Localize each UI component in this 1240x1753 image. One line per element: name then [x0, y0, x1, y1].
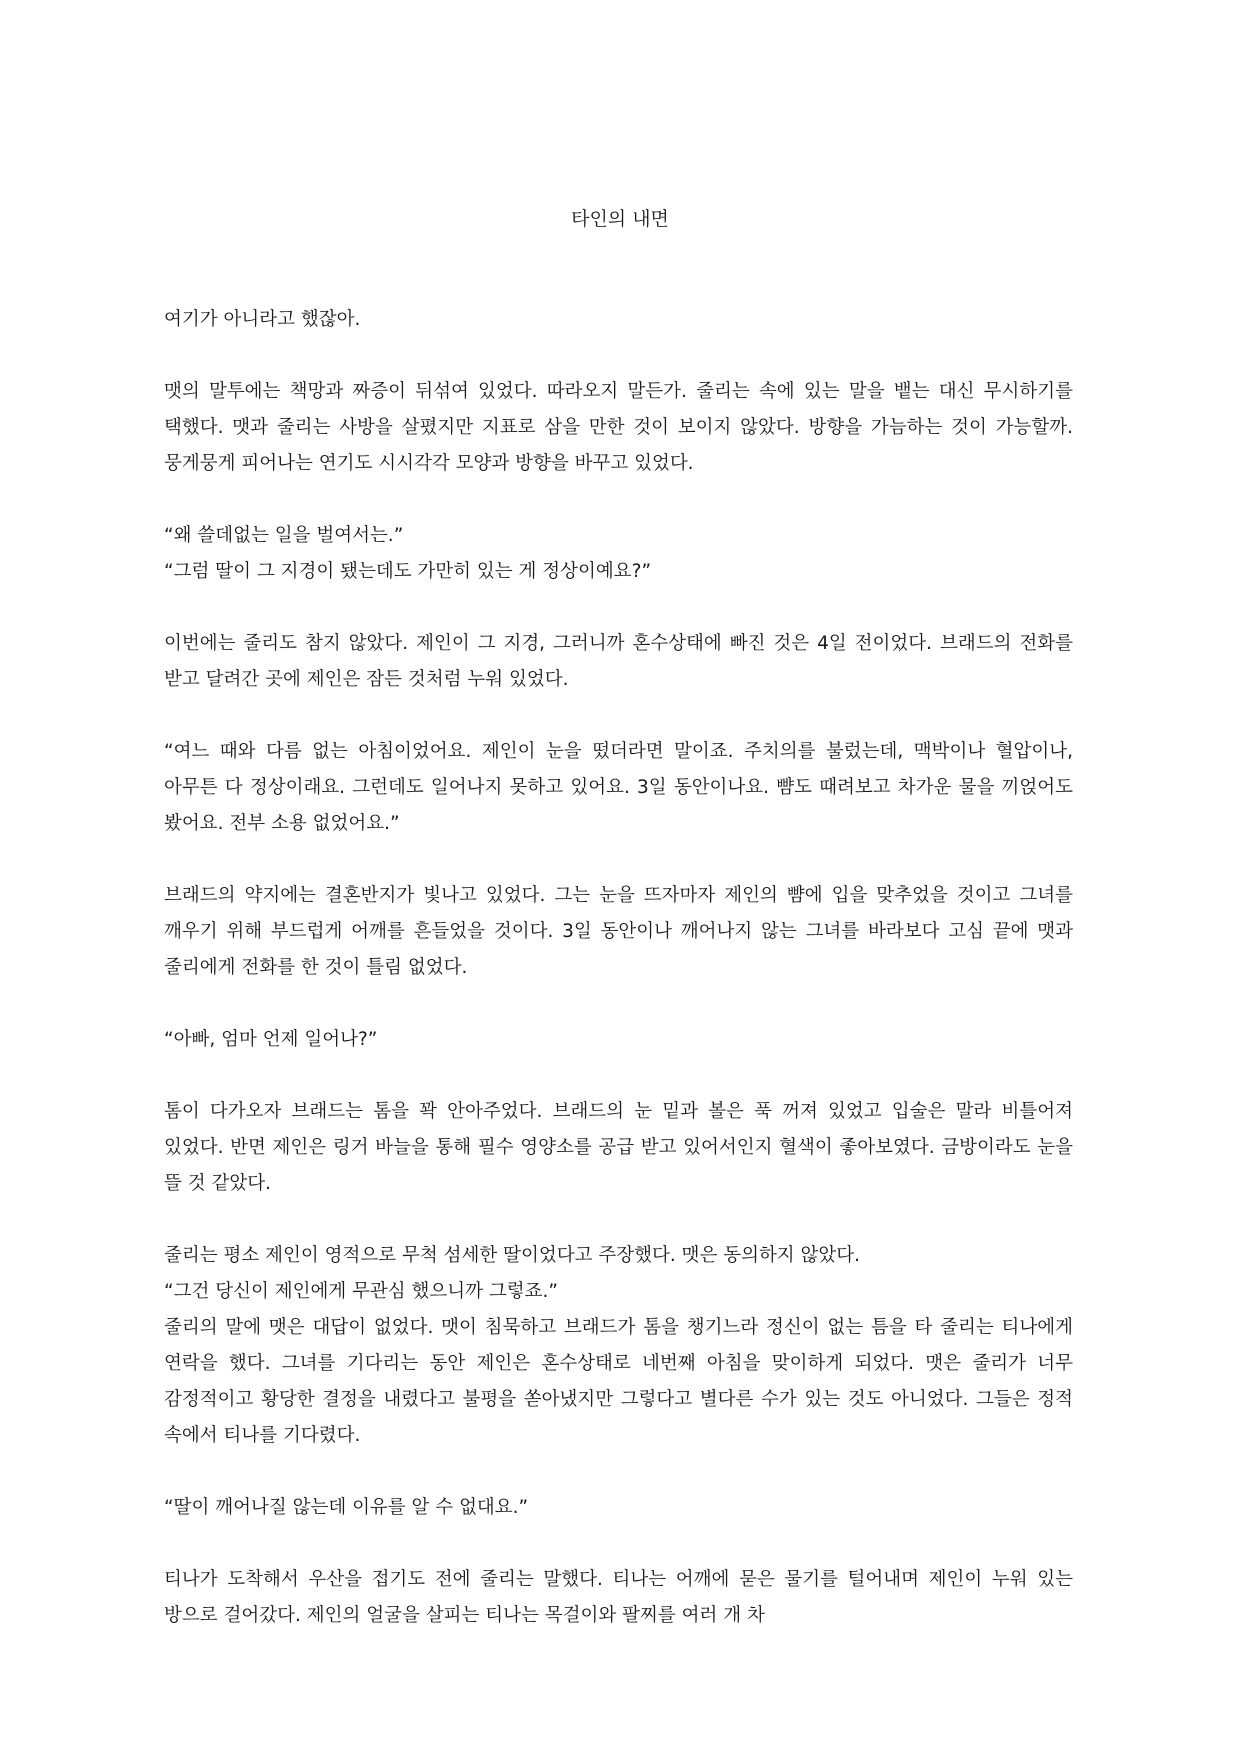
paragraph: 이번에는 줄리도 참지 않았다. 제인이 그 지경, 그러니까 혼수상태에 빠진 것은 4일 전이었다. 브래드의 전화를 받고 달려간 곳에 제인은 잠든 것처럼 누워 있었다. — [164, 633, 1073, 690]
paragraph: “딸이 깨어나질 않는데 이유를 알 수 없대요.” — [164, 1497, 529, 1518]
paragraph: “그럼 딸이 그 지경이 됐는데도 가만히 있는 게 정상이예요?” — [164, 561, 652, 582]
document-body — [164, 302, 1073, 1634]
paragraph: 줄리의 말에 맷은 대답이 없었다. 맷이 침묵하고 브래드가 톰을 챙기느라 정신이 없는 틈을 타 줄리는 티나에게 연락을 했다. 그녀를 기다리는 동안 제인은 혼수상태로 네번째 아침을 맞이하게 되었다. 맷은 줄리가 너무 감정적이고 황당한 결정을 내렸다고 불평을 쏟아냈지만 그렇다고 별다른 수가 있는 것도 아니었다. 그들은 정적 속에서 티나를 기다렸다. — [164, 1317, 1073, 1446]
paragraph: “왜 쓸데없는 일을 벌여서는.” — [164, 525, 404, 546]
paragraph: 줄리는 평소 제인이 영적으로 무척 섬세한 딸이었다고 주장했다. 맷은 동의하지 않았다. — [164, 1245, 861, 1266]
paragraph: “여느 때와 다름 없는 아침이었어요. 제인이 눈을 떴더라면 말이죠. 주치의를 불렀는데, 맥박이나 혈압이나, 아무튼 다 정상이래요. 그런데도 일어나지 못하고 있어요. 3일 동안이나요. 뺨도 때려보고 차가운 물을 끼얹어도 봤어요. 전부 소용 없었어요.” — [164, 741, 1073, 834]
paragraph: 여기가 아니라고 했잖아. — [164, 309, 361, 330]
paragraph: “그건 당신이 제인에게 무관심 했으니까 그렇죠.” — [164, 1281, 559, 1302]
document-title: 타인의 내면 — [571, 208, 669, 230]
paragraph: 맷의 말투에는 책망과 짜증이 뒤섞여 있었다. 따라오지 말든가. 줄리는 속에 있는 말을 뱉는 대신 무시하기를 택했다. 맷과 줄리는 사방을 살폈지만 지표로 삼을 만한 것이 보이지 않았다. 방향을 가늠하는 것이 가능할까. 뭉게뭉게 피어나는 연기도 시시각각 모양과 방향을 바꾸고 있었다. — [164, 381, 1073, 474]
paragraph: 브래드의 약지에는 결혼반지가 빛나고 있었다. 그는 눈을 뜨자마자 제인의 뺨에 입을 맞추었을 것이고 그녀를 깨우기 위해 부드럽게 어깨를 흔들었을 것이다. 3일 동안이나 깨어나지 않는 그녀를 바라보다 고심 끝에 맷과 줄리에게 전화를 한 것이 틀림 없었다. — [164, 885, 1073, 978]
paragraph: 티나가 도착해서 우산을 접기도 전에 줄리는 말했다. 티나는 어깨에 묻은 물기를 털어내며 제인이 누워 있는 방으로 걸어갔다. 제인의 얼굴을 살피는 티나는 목걸이와 팔찌를 여러 개 차 — [164, 1569, 1073, 1626]
paragraph: 톰이 다가오자 브래드는 톰을 꽉 안아주었다. 브래드의 눈 밑과 볼은 푹 꺼져 있었고 입술은 말라 비틀어져 있었다. 반면 제인은 링거 바늘을 통해 필수 영양소를 공급 받고 있어서인지 혈색이 좋아보였다. 금방이라도 눈을 뜰 것 같았다. — [164, 1101, 1073, 1194]
paragraph: “아빠, 엄마 언제 일어나?” — [164, 1029, 378, 1050]
